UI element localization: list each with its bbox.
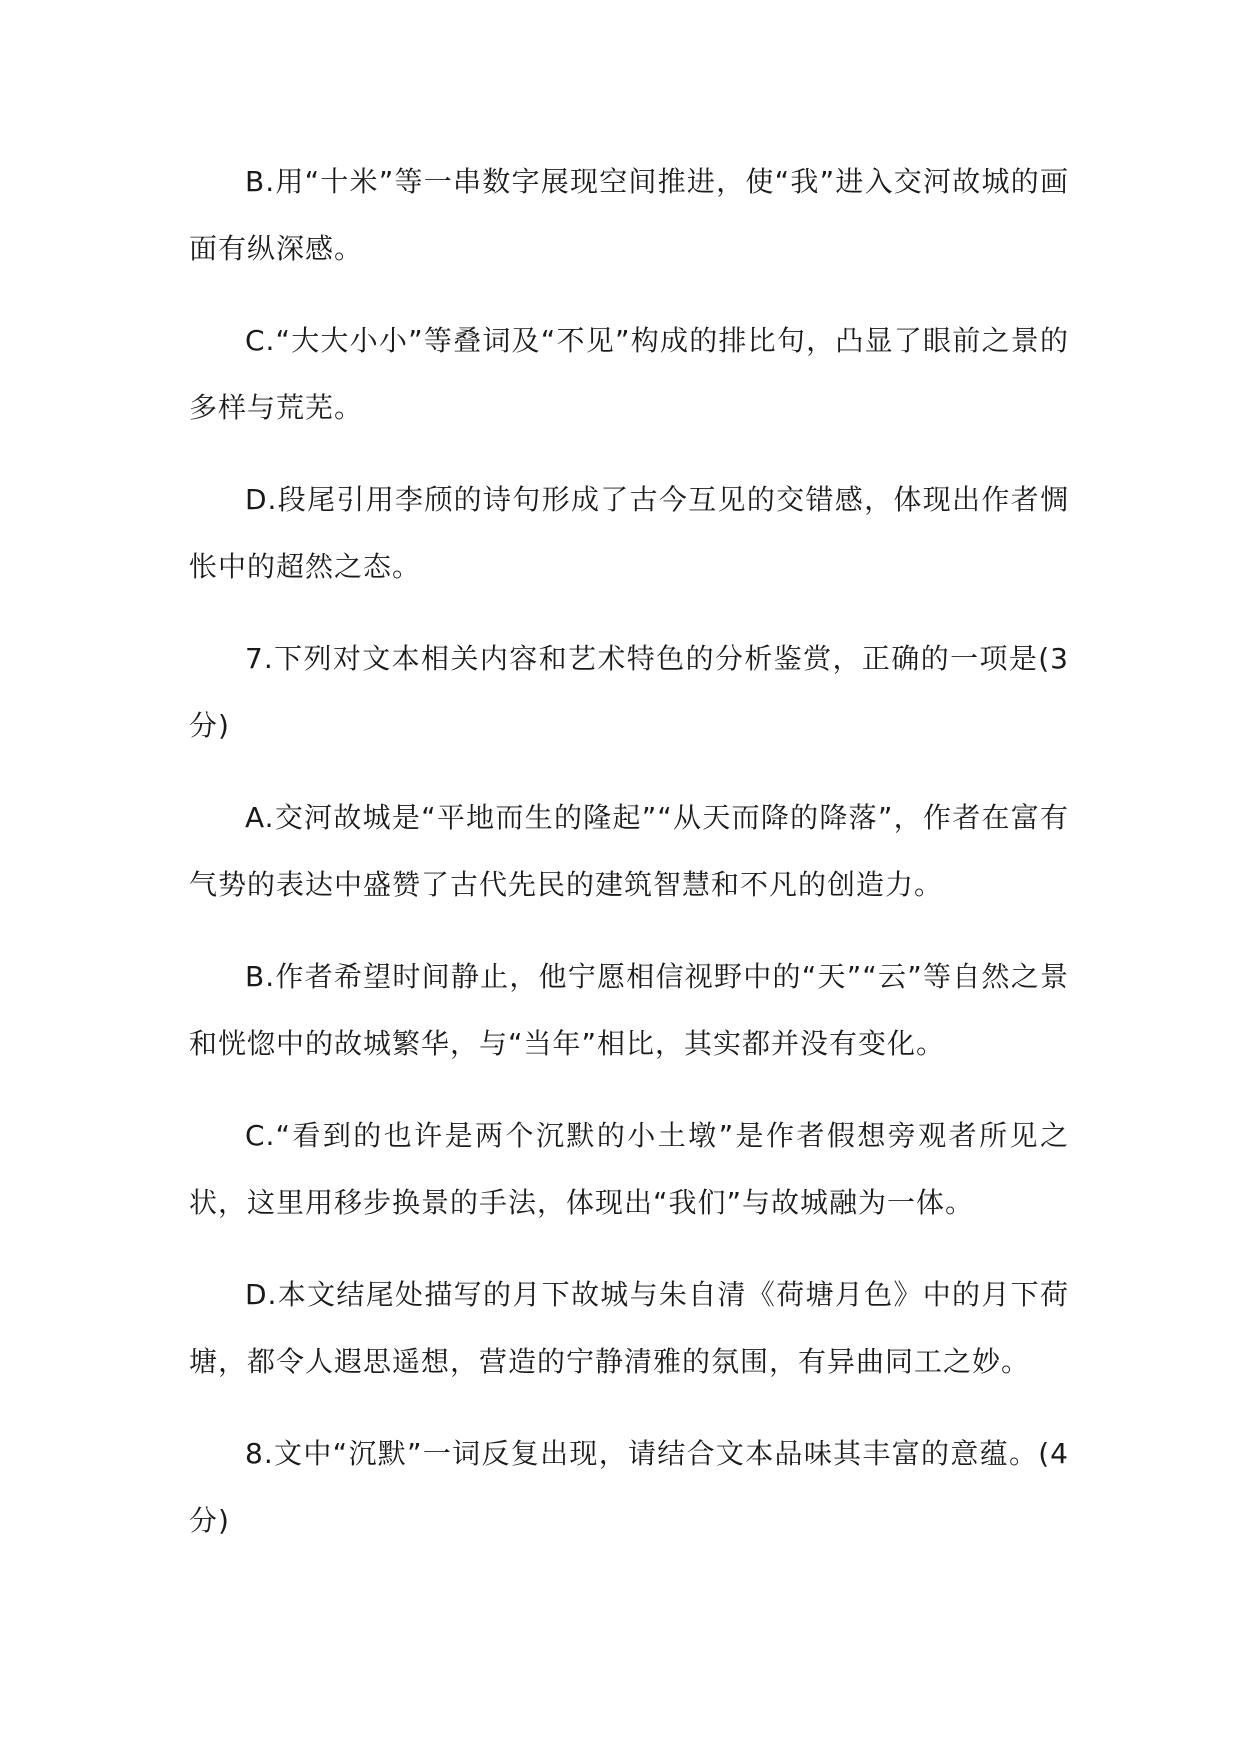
question-7: 7.下列对文本相关内容和艺术特色的分析鉴赏，正确的一项是(3分)	[189, 642, 1069, 742]
option-b-q6: B.用“十米”等一串数字展现空间推进，使“我”进入交河故城的画面有纵深感。	[189, 165, 1069, 265]
option-b-q7: B.作者希望时间静止，他宁愿相信视野中的“天”“云”等自然之景和恍惚中的故城繁华，与“当年”相比，其实都并没有变化。	[189, 960, 1069, 1060]
option-c-q7: C.“看到的也许是两个沉默的小土墩”是作者假想旁观者所见之状，这里用移步换景的手法，体现出“我们”与故城融为一体。	[189, 1119, 1069, 1219]
option-d-q6: D.段尾引用李颀的诗句形成了古今互见的交错感，体现出作者惆怅中的超然之态。	[189, 483, 1069, 583]
option-a-q7: A.交河故城是“平地而生的隆起”“从天而降的降落”，作者在富有气势的表达中盛赞了古代先民的建筑智慧和不凡的创造力。	[189, 801, 1069, 901]
document-page	[189, 148, 1069, 1579]
option-d-q7: D.本文结尾处描写的月下故城与朱自清《荷塘月色》中的月下荷塘，都令人遐思遥想，营造的宁静清雅的氛围，有异曲同工之妙。	[189, 1278, 1069, 1378]
question-8: 8.文中“沉默”一词反复出现，请结合文本品味其丰富的意蕴。(4分)	[189, 1437, 1069, 1537]
option-c-q6: C.“大大小小”等叠词及“不见”构成的排比句，凸显了眼前之景的多样与荒芜。	[189, 324, 1069, 424]
